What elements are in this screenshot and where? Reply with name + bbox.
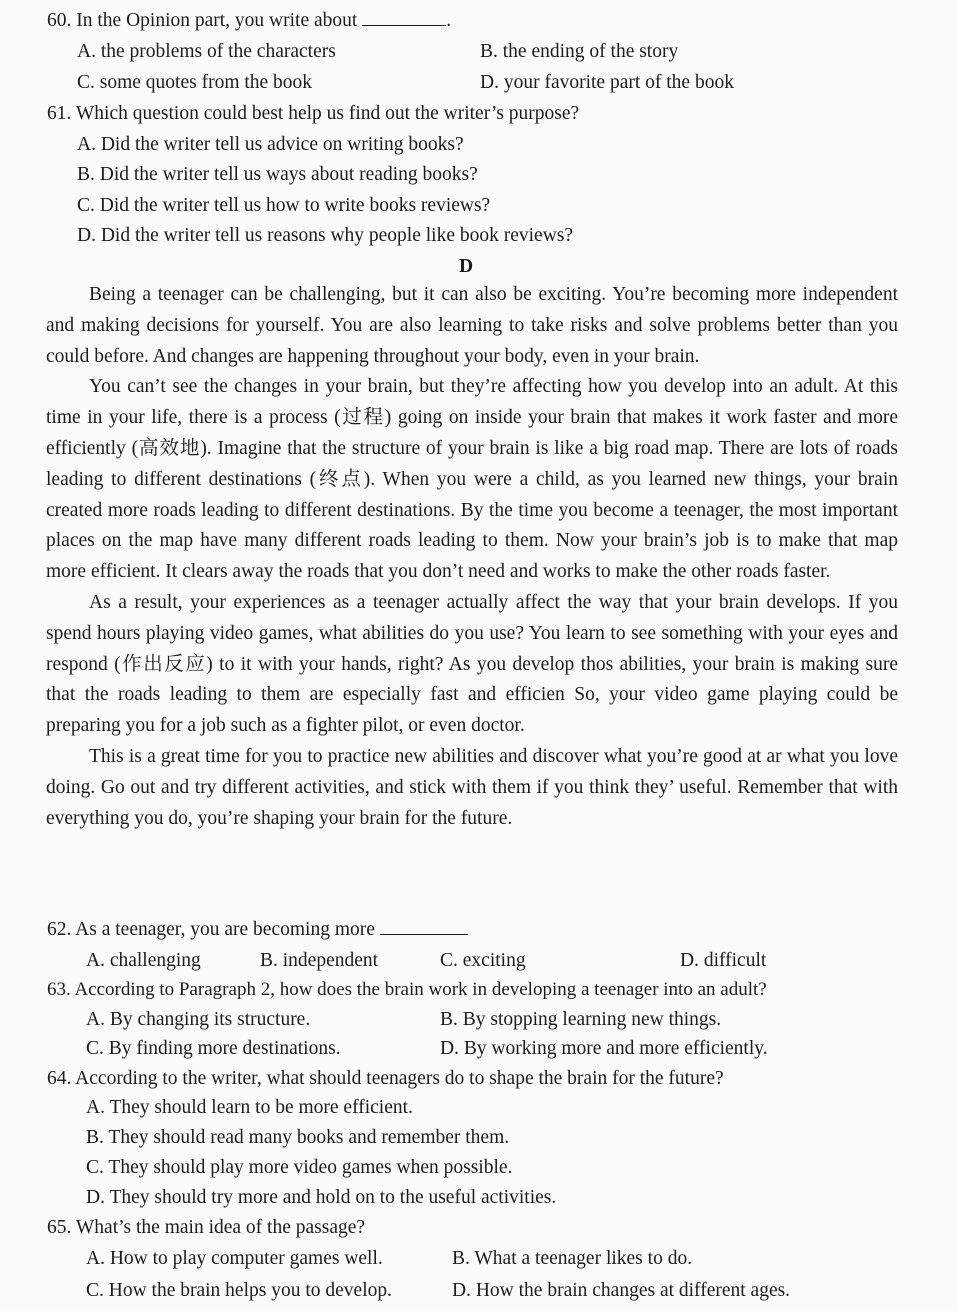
- reading-passage: [46, 280, 898, 834]
- question-65-option-d: D. How the brain changes at different ages.: [452, 1280, 791, 1301]
- question-65-option-b: B. What a teenager likes to do.: [452, 1248, 693, 1269]
- question-65-option-a: A. How to play computer games well.: [86, 1248, 383, 1269]
- passage-paragraph-3: As a result, your experiences as a teenager actually affect the way that your brain develops. If you spend hours playing video games, what abilities do you use? You learn to see something with your eyes and respond (作出反应) to it with your hands, right? As you develop thos abilities, your brain is making sure that the roads leading to them are especially fast and efficien So, your video game playing could be preparing you for a job such as a fighter pilot, or even doctor.: [46, 591, 898, 737]
- question-63-option-a: A. By changing its structure.: [86, 1009, 311, 1030]
- answer-blank: [362, 25, 446, 26]
- question-64-option-c: C. They should play more video games when possible.: [86, 1157, 513, 1178]
- question-62-option-d: D. difficult: [680, 950, 767, 971]
- question-64-stem: 64. According to the writer, what should teenagers do to shape the brain for the future?: [47, 1068, 724, 1089]
- question-63-option-c: C. By finding more destinations.: [86, 1038, 341, 1059]
- question-65-option-c: C. How the brain helps you to develop.: [86, 1280, 392, 1301]
- question-64-option-a: A. They should learn to be more efficient.: [86, 1097, 413, 1118]
- question-64-option-b: B. They should read many books and remember them.: [86, 1127, 510, 1148]
- question-60-option-d: D. your favorite part of the book: [480, 72, 734, 93]
- question-63-option-b: B. By stopping learning new things.: [440, 1009, 722, 1030]
- question-64-option-d: D. They should try more and hold on to the useful activities.: [86, 1187, 557, 1208]
- question-62-option-c: C. exciting: [440, 950, 526, 971]
- question-63-option-d: D. By working more and more efficiently.: [440, 1038, 768, 1059]
- question-61-option-b: B. Did the writer tell us ways about reading books?: [77, 164, 478, 185]
- question-63-stem: 63. According to Paragraph 2, how does the brain work in developing a teenager into an adult?: [47, 979, 767, 1000]
- section-heading: D: [459, 256, 474, 277]
- question-60-stem: 60. In the Opinion part, you write about .: [47, 10, 452, 31]
- question-62-stem: 62. As a teenager, you are becoming more: [47, 920, 468, 940]
- question-61-option-a: A. Did the writer tell us advice on writing books?: [77, 134, 464, 155]
- question-62-option-b: B. independent: [260, 950, 379, 971]
- passage-paragraph-1: Being a teenager can be challenging, but it can also be exciting. You’re becoming more independent and making decisions for yourself. You are also learning to take risks and solve problems better than you could before. And changes are happening throughout your body, even in your brain.: [46, 284, 898, 367]
- question-61-option-d: D. Did the writer tell us reasons why people like book reviews?: [77, 225, 574, 246]
- question-62-options: [0, 950, 957, 974]
- question-61-stem: 61. Which question could best help us find out the writer’s purpose?: [47, 103, 580, 124]
- answer-blank: [380, 934, 468, 935]
- question-60-option-a: A. the problems of the characters: [77, 41, 336, 62]
- question-65-stem: 65. What’s the main idea of the passage?: [47, 1217, 366, 1238]
- question-62-option-a: A. challenging: [86, 950, 201, 971]
- question-61-option-c: C. Did the writer tell us how to write books reviews?: [77, 195, 491, 216]
- passage-paragraph-2: You can’t see the changes in your brain, but they’re affecting how you develop into an adult. At this time in your life, there is a process (过程) going on inside your brain that makes it work faster and more efficiently (高效地). Imagine that the structure of your brain is like a big road map. There are lots of roads leading to different destinations (终点). When you were a child, as you learned new things, your brain created more roads leading to different destinations. By the time you become a teenager, the most important places on the map have many different roads leading to them. Now your brain’s job is to make that map more efficient. It clears away the roads that you don’t need and works to make the other roads faster.: [46, 376, 898, 583]
- question-60-option-b: B. the ending of the story: [480, 41, 679, 62]
- passage-paragraph-4: This is a great time for you to practice new abilities and discover what you’re good at ar what you love doing. Go out and try different activities, and stick with them if you think they’ useful. Remember that with everything you do, you’re shaping your brain for the future.: [46, 745, 898, 829]
- question-60-option-c: C. some quotes from the book: [77, 72, 313, 93]
